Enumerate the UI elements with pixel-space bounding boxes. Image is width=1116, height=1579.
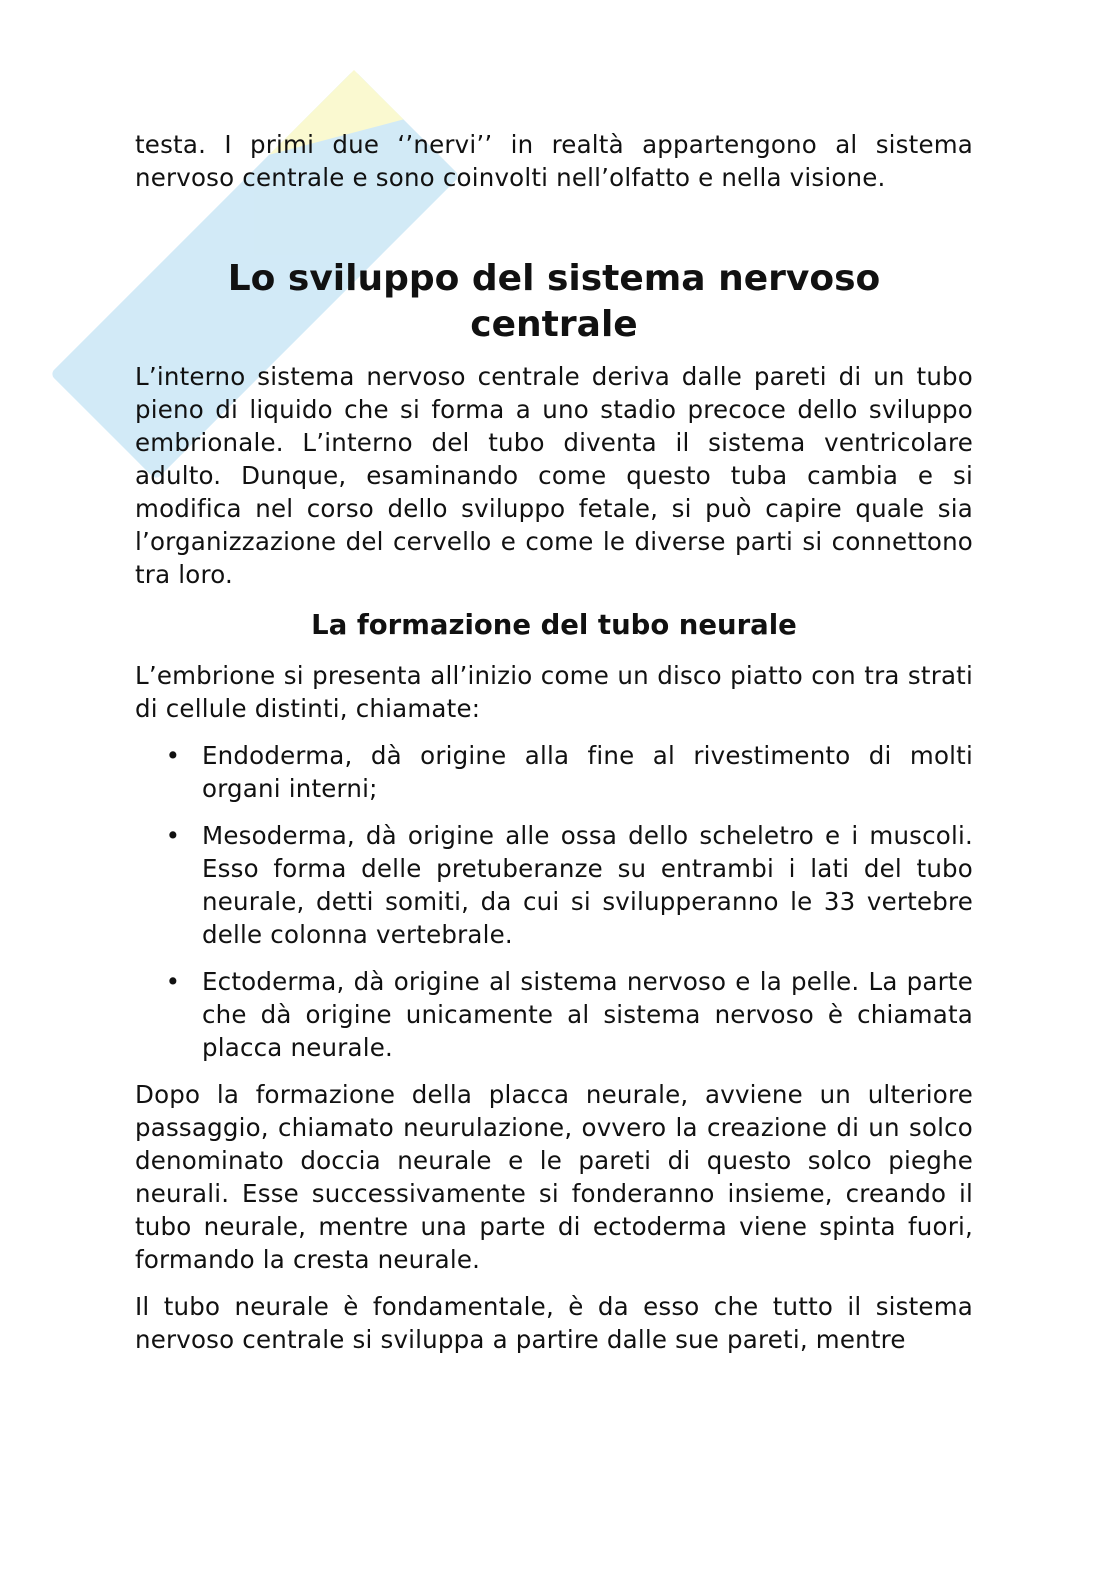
paragraph: Dopo la formazione della placca neurale, avviene un ulteriore passaggio, chiamato neurulazione, ovvero la creazione di un solco denominato doccia neurale e le pareti di questo solco pieghe neurali. Esse successivamente si fonderanno insieme, creando il tubo neurale, mentre una parte di ectoderma viene spinta fuori, formando la cresta neurale.: [135, 1080, 973, 1274]
bullet-list: [135, 739, 973, 1064]
list-item-text: Mesoderma, dà origine alle ossa dello scheletro e i muscoli. Esso forma delle pretuberanze su entrambi i lati del tubo neurale, detti somiti, da cui si svilupperanno le 33 vertebre delle colonna vertebrale.: [202, 821, 973, 949]
bullet-icon: •: [165, 741, 181, 770]
list-item: [135, 965, 973, 1064]
section-heading: Lo sviluppo del sistema nervoso centrale: [227, 258, 881, 345]
paragraph: Il tubo neurale è fondamentale, è da esso che tutto il sistema nervoso centrale si sviluppa a partire dalle sue pareti, mentre: [135, 1292, 973, 1354]
list-item: [135, 819, 973, 951]
paragraph: L’embrione si presenta all’inizio come un disco piatto con tra strati di cellule distinti, chiamate:: [135, 661, 973, 723]
list-item-text: Ectoderma, dà origine al sistema nervoso e la pelle. La parte che dà origine unicamente al sistema nervoso è chiamata placca neurale.: [202, 967, 973, 1062]
paragraph: L’interno sistema nervoso centrale deriva dalle pareti di un tubo pieno di liquido che si forma a uno stadio precoce dello sviluppo embrionale. L’interno del tubo diventa il sistema ventricolare adulto. Dunque, esaminando come questo tuba cambia e si modifica nel corso dello sviluppo fetale, si può capire quale sia l’organizzazione del cervello e come le diverse parti si connettono tra loro.: [135, 362, 973, 589]
list-item: [135, 739, 973, 805]
list-item-text: Endoderma, dà origine alla fine al rivestimento di molti organi interni;: [202, 741, 973, 803]
intro-paragraph: testa. I primi due ‘’nervi’’ in realtà appartengono al sistema nervoso centrale e sono coinvolti nell’olfatto e nella visione.: [135, 130, 973, 192]
bullet-icon: •: [165, 967, 181, 996]
bullet-icon: •: [165, 821, 181, 850]
document-page: [135, 128, 973, 1356]
subsection-heading: La formazione del tubo neurale: [311, 609, 797, 641]
